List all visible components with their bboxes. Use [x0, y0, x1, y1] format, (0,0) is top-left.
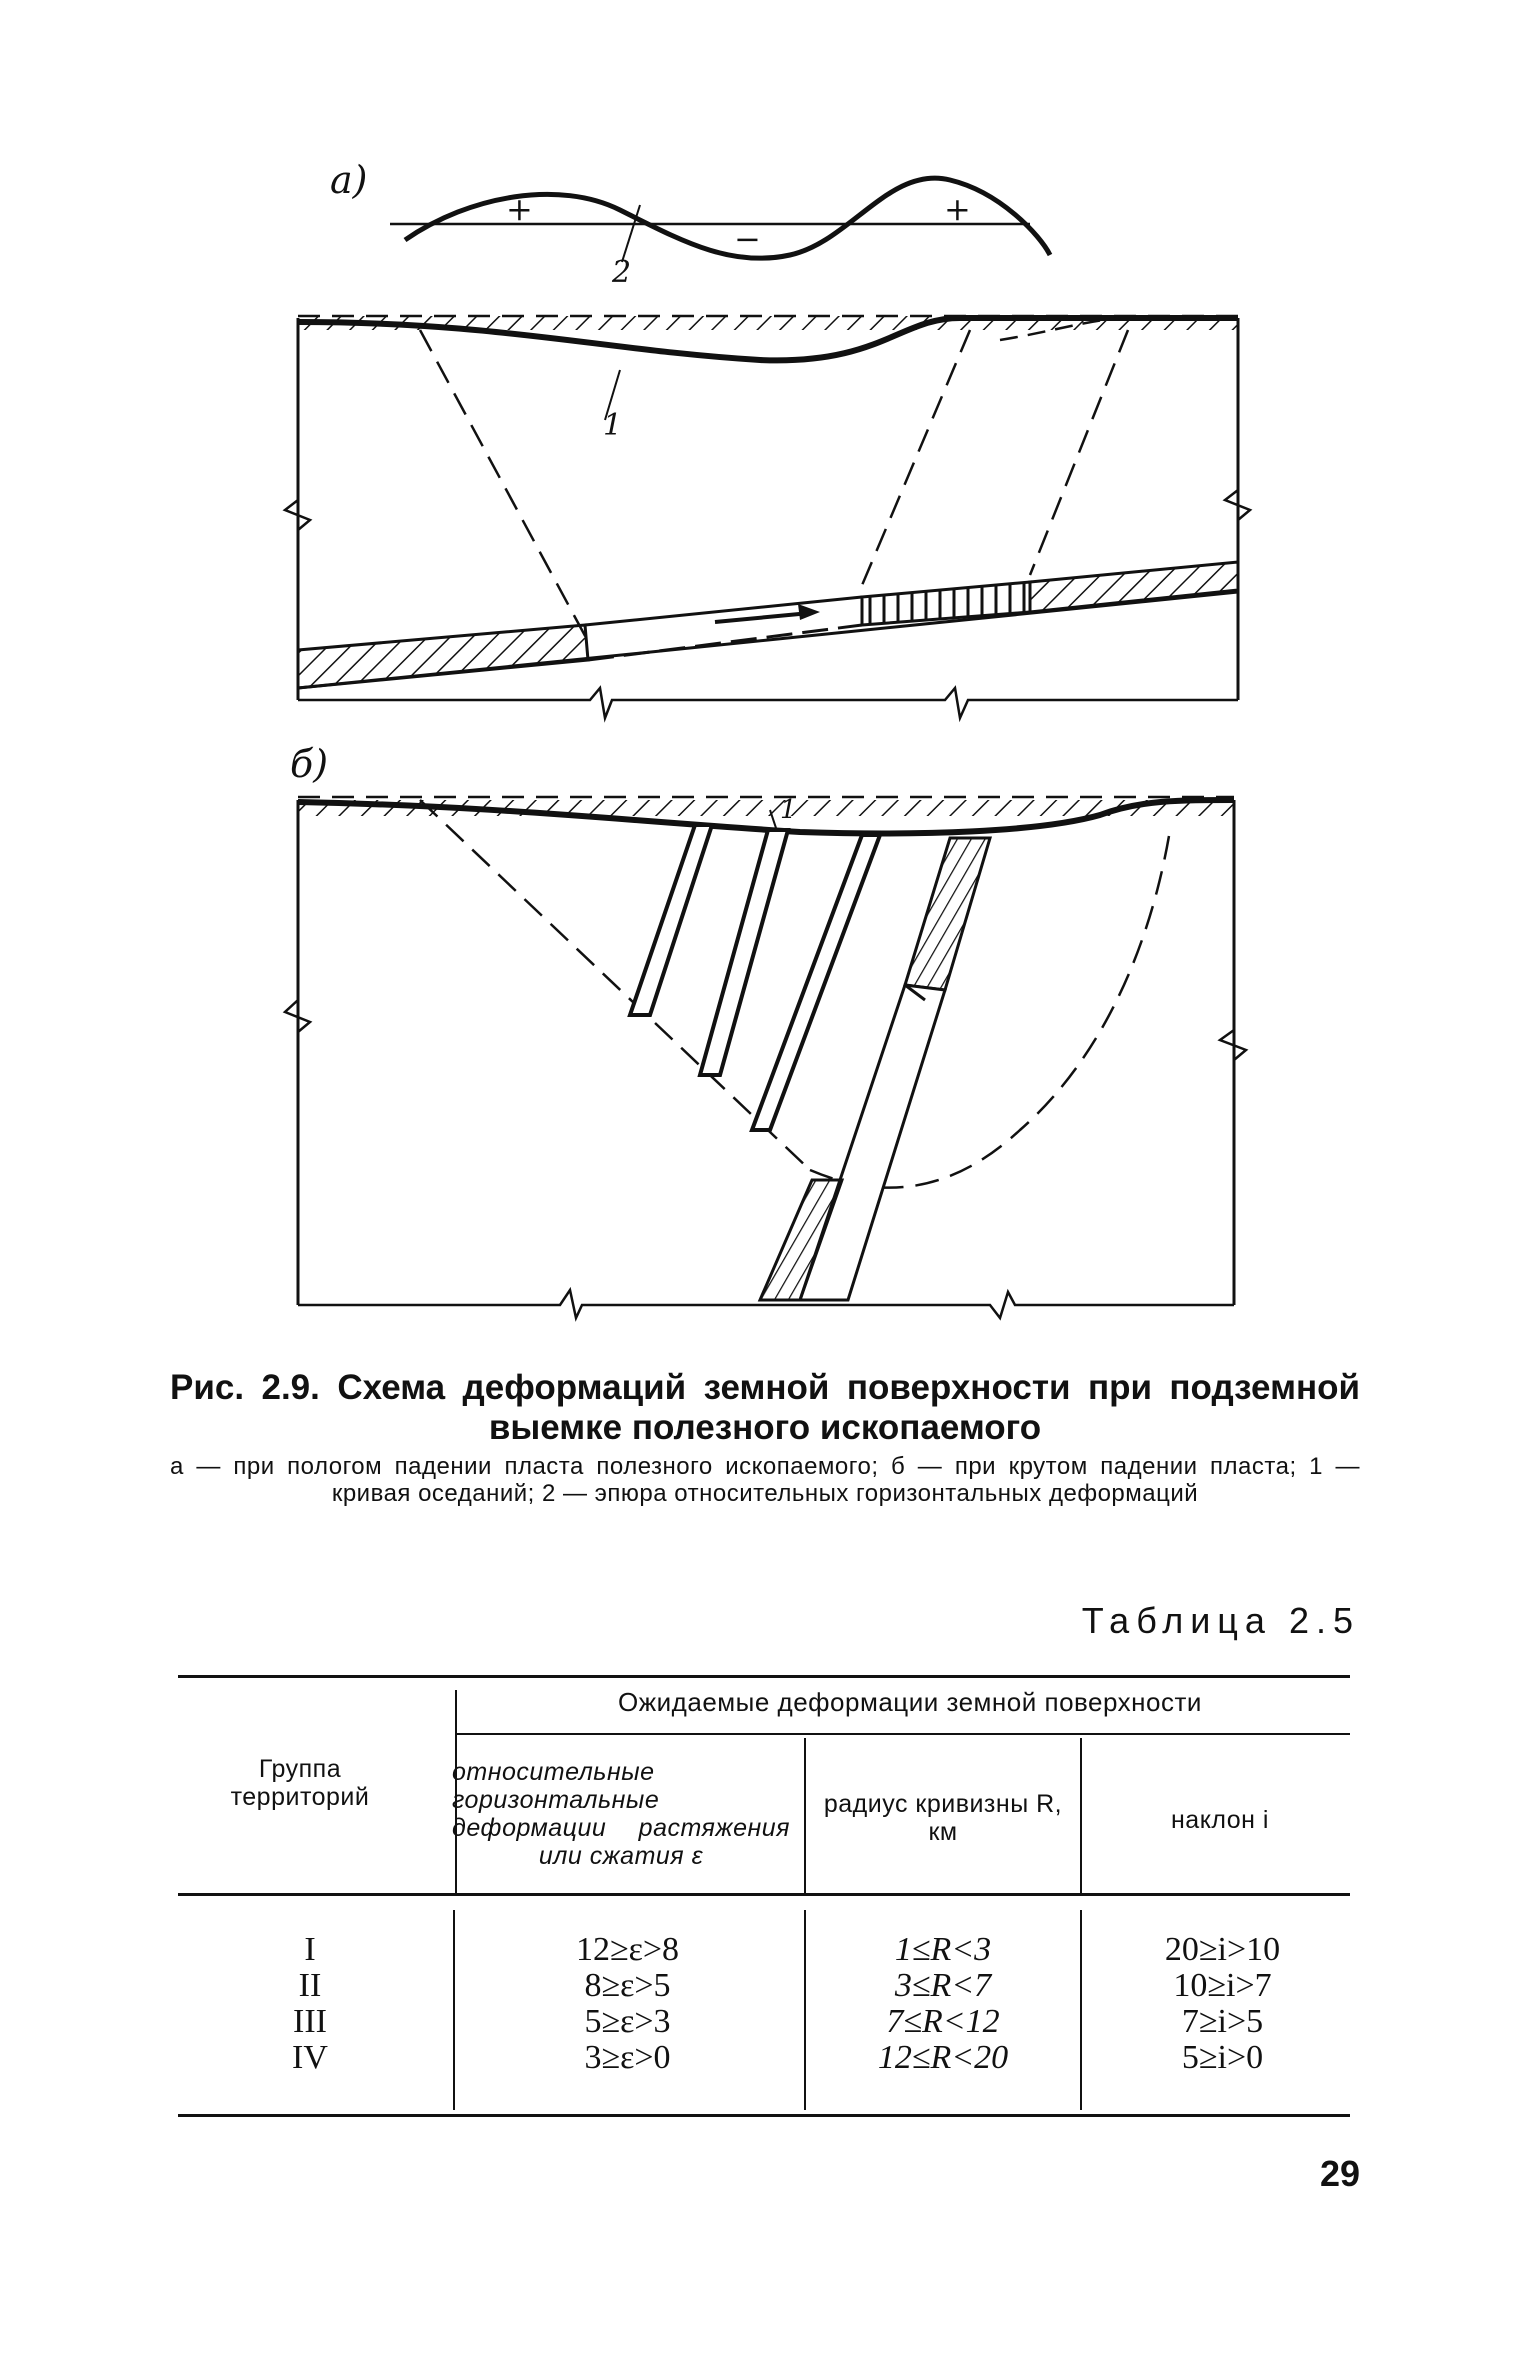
- row-2-radius: 3≤R<7: [894, 1967, 992, 2004]
- row-1-group: I: [304, 1931, 316, 1968]
- callout-1-a: 1: [603, 408, 623, 443]
- row-3-radius: 7≤R<12: [886, 2003, 1000, 2040]
- epure-minus: −: [734, 220, 761, 258]
- header-expected: Ожидаемые деформации земной поверхности: [618, 1687, 1202, 1717]
- row-1-tilt: 20≥i>10: [1164, 1931, 1281, 1968]
- epure-plus-right: +: [944, 190, 971, 228]
- column-tilt: [1095, 1932, 1350, 2076]
- table-bottom-rule: [178, 2114, 1350, 2117]
- row-4-strain: 3≥ε>0: [584, 2039, 671, 2076]
- panel-a-label: а): [330, 158, 368, 202]
- table-vline-3: [1080, 1738, 1082, 1893]
- row-2-tilt: 10≥i>7: [1173, 1967, 1272, 2004]
- table-vline-3b: [1080, 1910, 1082, 2110]
- figure-caption-title: [170, 1368, 1360, 1448]
- callout-2: 2: [612, 255, 632, 290]
- page-number: 29: [1319, 2153, 1360, 2194]
- panel-b-section: [285, 797, 1246, 1318]
- callout-1-b: 1: [780, 795, 797, 825]
- table-vline-2b: [804, 1910, 806, 2110]
- row-4-radius: 12≤R<20: [877, 2039, 1009, 2076]
- row-3-group: III: [293, 2003, 327, 2040]
- header-strain: относительные горизонтальные деформации растяжения или сжатия ε: [452, 1758, 790, 1870]
- row-1-strain: 12≥ε>8: [575, 1931, 680, 1968]
- header-group: Группа территорий: [230, 1755, 370, 1811]
- column-radius: [812, 1932, 1074, 2076]
- header-tilt: наклон i: [1170, 1806, 1269, 1834]
- table-top-rule: [178, 1675, 1350, 1678]
- table-label: Таблица 2.5: [1081, 1600, 1360, 1641]
- row-3-strain: 5≥ε>3: [584, 2003, 671, 2040]
- table-subheader-rule: [455, 1733, 1350, 1735]
- column-strain: [490, 1932, 765, 2076]
- table-vline-2: [804, 1738, 806, 1893]
- row-2-group: II: [298, 1967, 322, 2004]
- figure-caption-legend: а — при пологом падении пласта полезного ископаемого; б — при крутом падении пласта; 1 — кривая оседаний; 2 — эпюра относительных горизонтальных деформаций: [170, 1453, 1360, 1507]
- row-3-tilt: 7≥i>5: [1181, 2003, 1264, 2040]
- caption-line-1: Рис. 2.9. Схема деформаций земной поверхности при подземной: [170, 1368, 1360, 1407]
- caption-line-2: выемке полезного ископаемого: [488, 1408, 1042, 1447]
- advance-arrow: [715, 613, 810, 622]
- panel-a-section: [285, 316, 1250, 718]
- table-vline-1b: [453, 1910, 455, 2110]
- row-1-radius: 1≤R<3: [894, 1931, 992, 1968]
- epure-plus-left: +: [506, 190, 533, 228]
- row-4-group: IV: [292, 2039, 328, 2076]
- row-4-tilt: 5≥i>0: [1181, 2039, 1264, 2076]
- column-group: [255, 1932, 365, 2076]
- panel-b-label: б): [290, 742, 329, 786]
- header-radius: радиус кривизны R, км: [823, 1790, 1063, 1846]
- table-header-rule: [178, 1893, 1350, 1896]
- row-2-strain: 8≥ε>5: [584, 1967, 671, 2004]
